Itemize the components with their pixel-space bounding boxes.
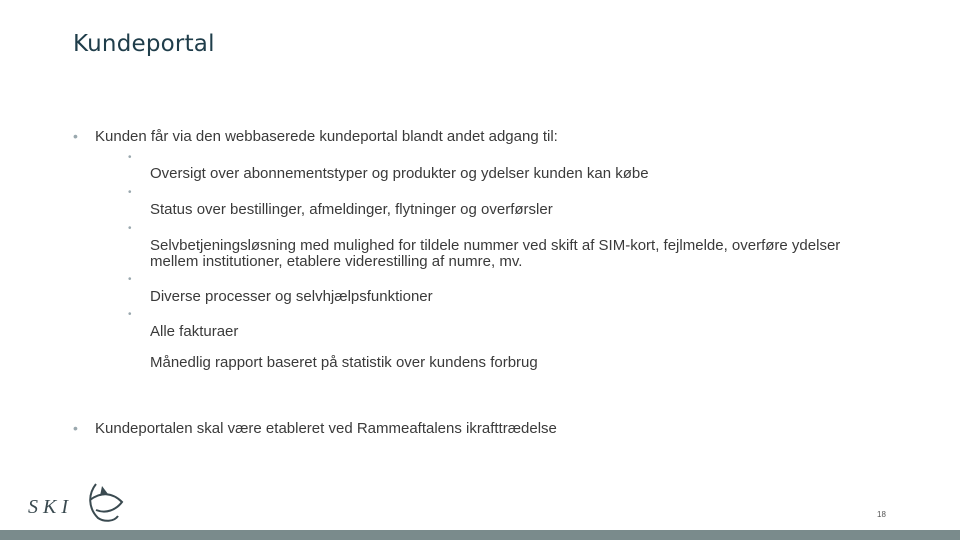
ski-logo-icon <box>82 480 126 524</box>
bullet-marker: • <box>73 128 78 144</box>
logo-text: SKI <box>28 496 73 518</box>
sub-item-2: Status over bestillinger, afmeldinger, flytninger og overførsler <box>150 201 553 218</box>
page-number: 18 <box>877 510 886 519</box>
footer-bar <box>0 530 960 540</box>
sub-bullet-marker: • <box>128 152 132 163</box>
sub-item-4: Diverse processer og selvhjælpsfunktioner <box>150 288 433 305</box>
slide-title: Kundeportal <box>73 31 215 57</box>
sub-bullet-marker: • <box>128 187 132 198</box>
sub-item-1: Oversigt over abonnementstyper og produkter og ydelser kunden kan købe <box>150 165 649 182</box>
sub-bullet-marker: • <box>128 309 132 320</box>
bullet-text-2: Kundeportalen skal være etableret ved Rammeaftalens ikrafttrædelse <box>95 420 557 437</box>
bullet-text-1: Kunden får via den webbaserede kundeportal blandt andet adgang til: <box>95 128 558 145</box>
sub-item-3: Selvbetjeningsløsning med mulighed for tildele nummer ved skift af SIM-kort, fejlmelde, overføre ydelser <box>150 237 841 254</box>
sub-item-3-continued: mellem institutioner, etablere viderestilling af numre, mv. <box>150 253 523 270</box>
sub-bullet-marker: • <box>128 274 132 285</box>
ski-logo <box>28 480 128 524</box>
bullet-marker: • <box>73 420 78 436</box>
sub-item-6: Månedlig rapport baseret på statistik over kundens forbrug <box>150 354 538 371</box>
sub-item-5: Alle fakturaer <box>150 323 239 340</box>
sub-bullet-marker: • <box>128 223 132 234</box>
